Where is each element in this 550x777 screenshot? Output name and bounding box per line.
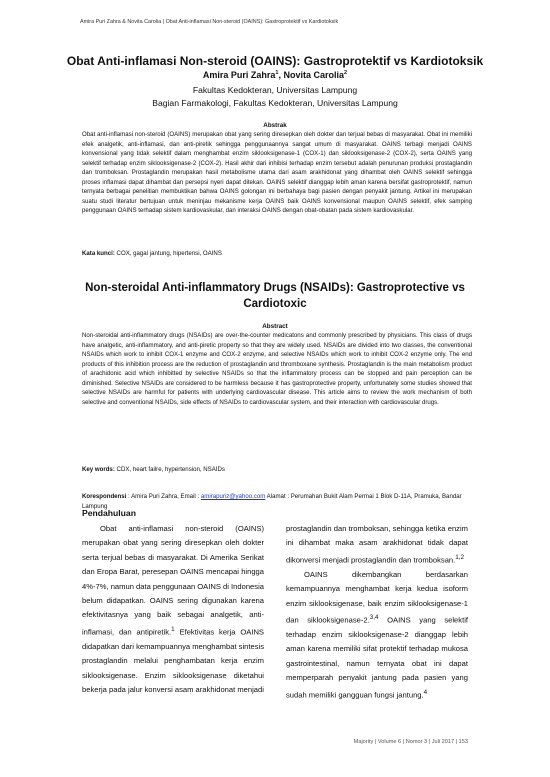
article-title-indonesian: Obat Anti-inflamasi Non-steroid (OAINS): Gastroprotektif vs Kardiotoksik — [66, 54, 484, 68]
correspondence-label: Korespondensi — [82, 493, 127, 500]
keywords-label: Key words: — [82, 466, 115, 473]
keywords-list: COX, gagal jantung, hipertensi, OAINS — [114, 250, 222, 257]
citation-marker: 3,4 — [369, 613, 379, 621]
affiliation-marker: 1 — [275, 70, 279, 76]
citation-marker: 4 — [423, 688, 428, 696]
body-paragraph — [286, 568, 468, 703]
kata-kunci — [82, 250, 472, 257]
abstrak-text: Obat anti-inflamasi non-steroid (OAINS) merupakan obat yang sering diresepkan oleh dokter dan terjual bebas di masyarakat. Obat ini memiliki efek analgetik, anti-inflamasi, dan anti-piretik sehingga penggunaannya sangat umum di masyarakat. OAINS terbagi menjadi OAINS konvensional yang tidak selektif dalam menghambat enzim siklooksigenase-1 (COX-1) dan siklooksigenase-2 (COX-2), serta OAINS yang selektif terhadap enzim siklooksigenase-2 (COX-2). Hasil akhir dari inhibisi terhadap enzim tersebut adalah penurunan produksi prostaglandin dan tromboksan. Prostaglandin merupakan hasil metabolisme utama dari asam arakhidonat yang dihambat oleh OAINS selektif sehingga proses inflamasi dapat dihambat dan persepsi nyeri dapat ditekan. OAINS selektif dianggap lebih aman karena bersifat gastroprotektif, namun ternyata berbagai penelitian membuktikan bahwa OAINS golongan ini berbahaya bagi pasien dengan penyakit jantung. Artikel ini merupakan suatu studi literatur bertujuan untuk meninjau mekanisme kerja OAINS baik OAINS konvensional maupun OAINS selektif, efek samping penggunaan OAINS terhadap sistem kardiovaskular, dan interaksi OAINS dengan obat-obatan pada sistem kardiovaskular. — [82, 131, 472, 214]
keywords-list: CDX, heart failre, hypertension, NSAIDs — [114, 466, 225, 473]
body-column-right — [286, 522, 468, 702]
body-text: OAINS dikembangkan berdasarkan kemampuannya menghambat kerja kedua isoform enzim siklooksigenase, baik enzim siklooksigenase-1 dan siklooksigenase-2. — [286, 569, 468, 625]
section-heading: Pendahuluan — [82, 508, 136, 518]
body-paragraph — [286, 522, 468, 568]
body-column-left — [82, 522, 264, 697]
abstract-heading: Abstract — [262, 323, 288, 330]
affiliation: Bagian Farmakologi, Fakultas Kedokteran, Universitas Lampung — [152, 98, 398, 108]
body-paragraph — [82, 522, 264, 697]
citation-marker: 1,2 — [455, 553, 465, 561]
page-footer: Majority | Volume 6 | Nomor 3 | Juli 2017 | 153 — [353, 739, 468, 745]
correspondence — [82, 492, 472, 511]
abstrak-heading: Abstrak — [263, 122, 287, 129]
abstract-text: Non-steroidal anti-inflammatory drugs (NSAIDs) are over-the-counter medicatons and commonly prescribed by physicians. This class of drugs have analgetic, anti-inflammatory, and anti-piretic property so that they are widely used. NSAIDs are divided into two classes, the conventional NSAIDs which work to inhibit COX-1 enzyme and COX-2 enzyme, and selective NSAIDs which work to inhibit COX-2 enzyme only. The end products of this inhibition process are the reduction of prostaglandin and thromboxane synthesis. Prostaglandin is the main metabolism product of arachidonic acid which inhibitted by selective NSAIDs so that the inflammatory process can be stopped and pain perception can be diminished. Selective NSAIDs are considered to be harmless because it has gastroprotective property, unfortunately some studies showed that selective NSAIDs are harmful for patients with underlying cardiovascular disease. This article aims to review the work mechanism of both selective and conventional NSAIDs, side effects of NSAIDs to cardiovascular system, and their interaction with cardiovascular drugs. — [82, 332, 472, 406]
body-text: prostaglandin dan tromboksan, sehingga ketika enzim ini dihambat maka asam arakhidonat tidak dapat dikonversi menjadi prostaglandin dan tromboksan. — [286, 524, 468, 565]
author-name: Novita Carolia — [283, 70, 345, 80]
correspondence-author: : Amira Puri Zahra, Email : — [126, 493, 201, 500]
affiliation: Fakultas Kedokteran, Universitas Lampung — [192, 85, 358, 95]
body-text: Efektivitas kerja OAINS didapatkan dari kemampuannya menghambat sintesis prostaglandin melalui penghambatan kerja enzim siklooksigenase. Enzim siklooksigenase diketahui bekerja pada jalur konversi asam arakhidonat menjadi — [82, 627, 264, 694]
running-head: Amira Puri Zahra & Novita Carolia | Obat Anti-inflamasi Non-steroid (OAINS): Gastroprotektif vs Kardiotoksik — [80, 19, 339, 25]
author-line — [50, 70, 500, 80]
body-text: Obat anti-inflamasi non-steroid (OAINS) merupakan obat yang sering diresepkan oleh dokter serta terjual bebas di masyarakat. Di Amerika Serikat dan Eropa Barat, peresepan OAINS mencapai hingga 4%-7%, namun data penggunaan OAINS di Indonesia belum didapatkan. OAINS sering digunakan karena efektivitasnya yang baik sebagai analgetik, anti-inflamasi, dan antipiretik. — [82, 524, 264, 637]
key-words — [82, 466, 472, 473]
affiliation-marker: 2 — [344, 70, 348, 76]
author-name: Amira Puri Zahra — [202, 70, 276, 80]
article-title-english: Non-steroidal Anti-inflammatory Drugs (NSAIDs): Gastroprotective vs Cardiotoxic — [85, 282, 465, 310]
body-text: OAINS yang selektif terhadap enzim siklooksigenase-2 dianggap lebih aman karena memiliki sifat protektif terhadap mukosa gastrointestinal, namun ternyata obat ini dapat memperparah penyakit jantung pada pasien yang sudah memiliki gangguan fungsi jantung. — [286, 615, 468, 700]
email-link[interactable]: amirapuriz@yahoo.com — [200, 493, 266, 500]
correspondence-address: Alamat : Perumahan Bukit Alam Permai 1 Blok D-11A, Pramuka, Bandar Lampung — [82, 493, 462, 510]
keywords-label: Kata kunci: — [82, 250, 115, 257]
citation-marker: 1 — [171, 625, 175, 633]
author-separator: , — [278, 70, 284, 80]
